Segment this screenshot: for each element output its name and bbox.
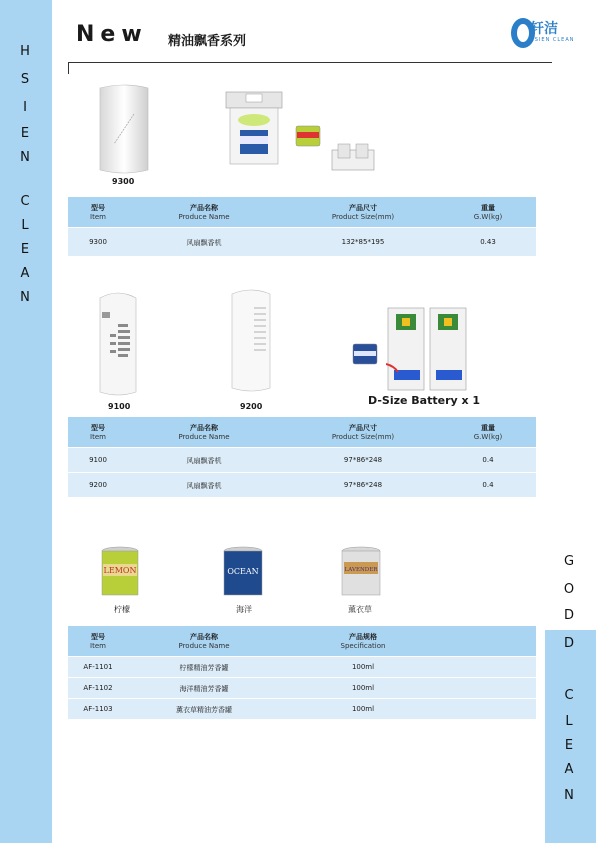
svg-text:OCEAN: OCEAN <box>227 567 259 576</box>
cell-spec: 100ml <box>351 705 375 713</box>
brand-name: 轩洁 <box>530 21 558 37</box>
svg-text:LEMON: LEMON <box>103 566 137 575</box>
table-header <box>68 417 536 447</box>
cell-item: AF-1101 <box>83 663 113 671</box>
refill-tray-image <box>330 140 376 174</box>
can-label-lavender: 薰衣草 <box>348 605 372 614</box>
right-vertical-letter: C <box>564 688 574 703</box>
table-9100-9200 <box>68 417 536 497</box>
table-fragrance-cans <box>68 626 536 719</box>
header-item: 型号 Item <box>90 204 106 221</box>
ocean-can-small-image <box>352 342 378 366</box>
right-vertical-letter: D <box>563 636 574 651</box>
cell-name: 薰衣草精油芳香罐 <box>176 706 232 714</box>
right-vertical-letter: E <box>564 738 574 753</box>
left-vertical-letter: N <box>20 290 30 305</box>
cell-spec: 100ml <box>351 663 375 671</box>
table-row <box>68 656 536 677</box>
header-name: 产品名称 Produce Name <box>178 204 230 221</box>
cell-size: 97*86*248 <box>343 456 383 464</box>
product-9300-image <box>94 84 154 174</box>
can-label-ocean: 海洋 <box>236 605 252 614</box>
brand-tagline: HSIEN CLEAN <box>530 37 575 43</box>
left-vertical-letter: S <box>20 72 30 87</box>
right-vertical-letter: N <box>564 788 574 803</box>
lemon-can-small-image <box>295 124 321 148</box>
cell-item: 9100 <box>89 456 107 464</box>
product-9100-image <box>96 290 140 398</box>
cell-weight: 0.4 <box>482 481 494 489</box>
table-9300 <box>68 197 536 256</box>
cell-name: 海洋精油芳香罐 <box>179 685 229 693</box>
left-vertical-letter: N <box>20 150 30 165</box>
model-label-9200: 9200 <box>240 402 263 411</box>
cell-spec: 100ml <box>351 684 375 692</box>
header-divider <box>68 62 552 63</box>
page-title: New <box>76 22 148 47</box>
cell-size: 97*86*248 <box>343 481 383 489</box>
header-spec: 产品规格 Specification <box>340 633 386 650</box>
product-9200-image <box>226 288 276 398</box>
svg-text:LAVENDER: LAVENDER <box>344 567 378 573</box>
left-vertical-letter: I <box>23 100 27 115</box>
cell-name: 风扇飘香机 <box>186 482 222 490</box>
battery-note: D-Size Battery x 1 <box>368 394 481 407</box>
table-row <box>68 447 536 472</box>
cell-item: AF-1103 <box>83 705 113 713</box>
header-item: 型号 Item <box>90 424 106 441</box>
ocean-can-image <box>222 546 264 598</box>
table-row <box>68 677 536 698</box>
table-row <box>68 472 536 497</box>
cell-item: AF-1102 <box>83 684 113 692</box>
right-side-strip <box>545 630 596 843</box>
right-vertical-letter: L <box>565 714 573 729</box>
table-row <box>68 698 536 719</box>
can-label-lemon: 柠檬 <box>114 605 130 614</box>
page-subtitle: 精油飘香系列 <box>168 34 247 49</box>
cell-name: 柠檬精油芳香罐 <box>179 664 229 672</box>
table-header <box>68 626 536 656</box>
header-item: 型号 Item <box>90 633 106 650</box>
cell-size: 132*85*195 <box>341 238 385 246</box>
header-size: 产品尺寸 Product Size(mm) <box>331 204 395 221</box>
right-vertical-letter: O <box>563 582 575 597</box>
cell-name: 风扇飘香机 <box>186 457 222 465</box>
left-vertical-letter: C <box>20 194 30 209</box>
battery-insert-diagram <box>386 306 468 392</box>
model-label-9100: 9100 <box>108 402 131 411</box>
header-weight: 重量 G.W(kg) <box>473 424 503 441</box>
header-size: 产品尺寸 Product Size(mm) <box>331 424 395 441</box>
header-name: 产品名称 Produce Name <box>178 424 230 441</box>
right-vertical-letter: A <box>564 762 574 777</box>
left-vertical-letter: H <box>20 44 30 59</box>
header-weight: 重量 G.W(kg) <box>473 204 503 221</box>
product-9300-open-image <box>224 90 284 166</box>
header-name: 产品名称 Produce Name <box>178 633 230 650</box>
left-vertical-letter: L <box>21 218 29 233</box>
left-vertical-letter: E <box>20 242 30 257</box>
cell-name: 风扇飘香机 <box>186 239 222 247</box>
cell-weight: 0.4 <box>482 456 494 464</box>
cell-item: 9300 <box>89 238 107 246</box>
lemon-can-image <box>100 546 140 598</box>
header-divider-tick <box>68 62 69 74</box>
left-vertical-letter: A <box>20 266 30 281</box>
cell-weight: 0.43 <box>480 238 496 246</box>
table-row <box>68 227 536 256</box>
cell-item: 9200 <box>89 481 107 489</box>
lavender-can-image <box>340 546 382 598</box>
left-vertical-letter: E <box>20 126 30 141</box>
right-vertical-letter: G <box>563 554 575 569</box>
table-header <box>68 197 536 227</box>
right-vertical-letter: D <box>563 608 574 623</box>
model-label-9300: 9300 <box>112 177 135 186</box>
